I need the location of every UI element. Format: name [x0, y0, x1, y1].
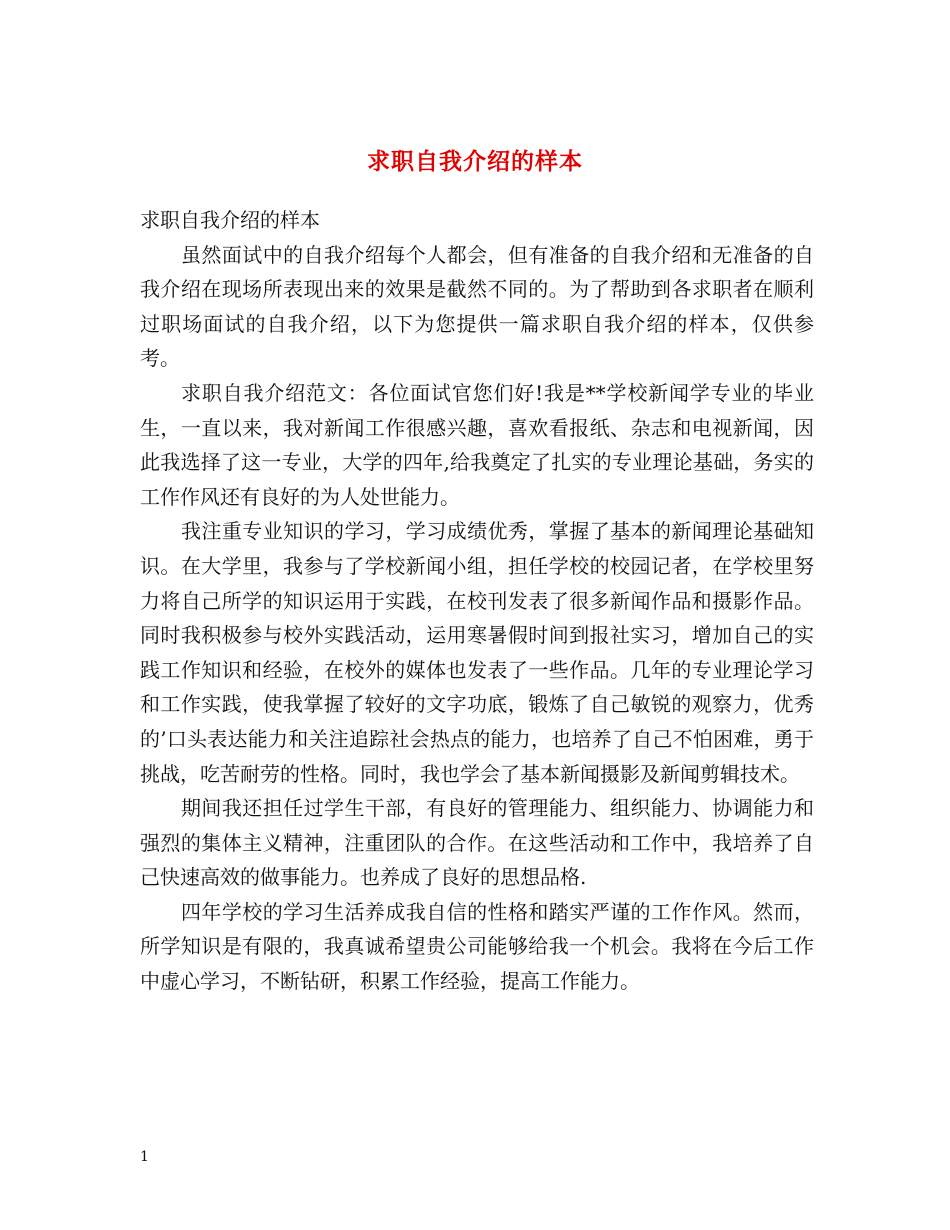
- paragraph-leadership: 期间我还担任过学生干部，有良好的管理能力、组织能力、协调能力和强烈的集体主义精神，注重团队的合作。在这些活动和工作中，我培养了自己快速高效的做事能力。也养成了良好的思想品格.: [140, 796, 814, 890]
- paragraph-intro: 虽然面试中的自我介绍每个人都会，但有准备的自我介绍和无准备的自我介绍在现场所表现出来的效果是截然不同的。为了帮助到各求职者在顺利过职场面试的自我介绍，以下为您提供一篇求职自我介绍的样本，仅供参考。: [140, 242, 814, 371]
- paragraph-study-experience: 我注重专业知识的学习，学习成绩优秀，掌握了基本的新闻理论基础知识。在大学里，我参与了学校新闻小组，担任学校的校园记者，在学校里努力将自己所学的知识运用于实践，在校刊发表了很多新闻作品和摄影作品。同时我积极参与校外实践活动，运用寒暑假时间到报社实习，增加自己的实践工作知识和经验，在校外的媒体也发表了一些作品。几年的专业理论学习和工作实践，使我掌握了较好的文字功底，锻炼了自己敏锐的观察力，优秀的’口头表达能力和关注追踪社会热点的能力，也培养了自己不怕困难，勇于挑战，吃苦耐劳的性格。同时，我也学会了基本新闻摄影及新闻剪辑技术。: [140, 519, 814, 786]
- document-title: 求职自我介绍的样本: [367, 148, 583, 176]
- paragraph-closing: 四年学校的学习生活养成我自信的性格和踏实严谨的工作作风。然而，所学知识是有限的，我真诚希望贵公司能够给我一个机会。我将在今后工作中虚心学习，不断钻研，积累工作经验，提高工作能力。: [140, 899, 814, 994]
- document-subtitle: 求职自我介绍的样本: [140, 208, 320, 232]
- page-number: 1: [140, 1149, 149, 1165]
- paragraph-sample-opening: 求职自我介绍范文：各位面试官您们好!我是**学校新闻学专业的毕业生，一直以来，我对新闻工作很感兴趣，喜欢看报纸、杂志和电视新闻，因此我选择了这一专业，大学的四年,给我奠定了扎实的专业理论基础，务实的工作作风还有良好的为人处世能力。: [140, 380, 814, 509]
- document-body: [140, 203, 814, 999]
